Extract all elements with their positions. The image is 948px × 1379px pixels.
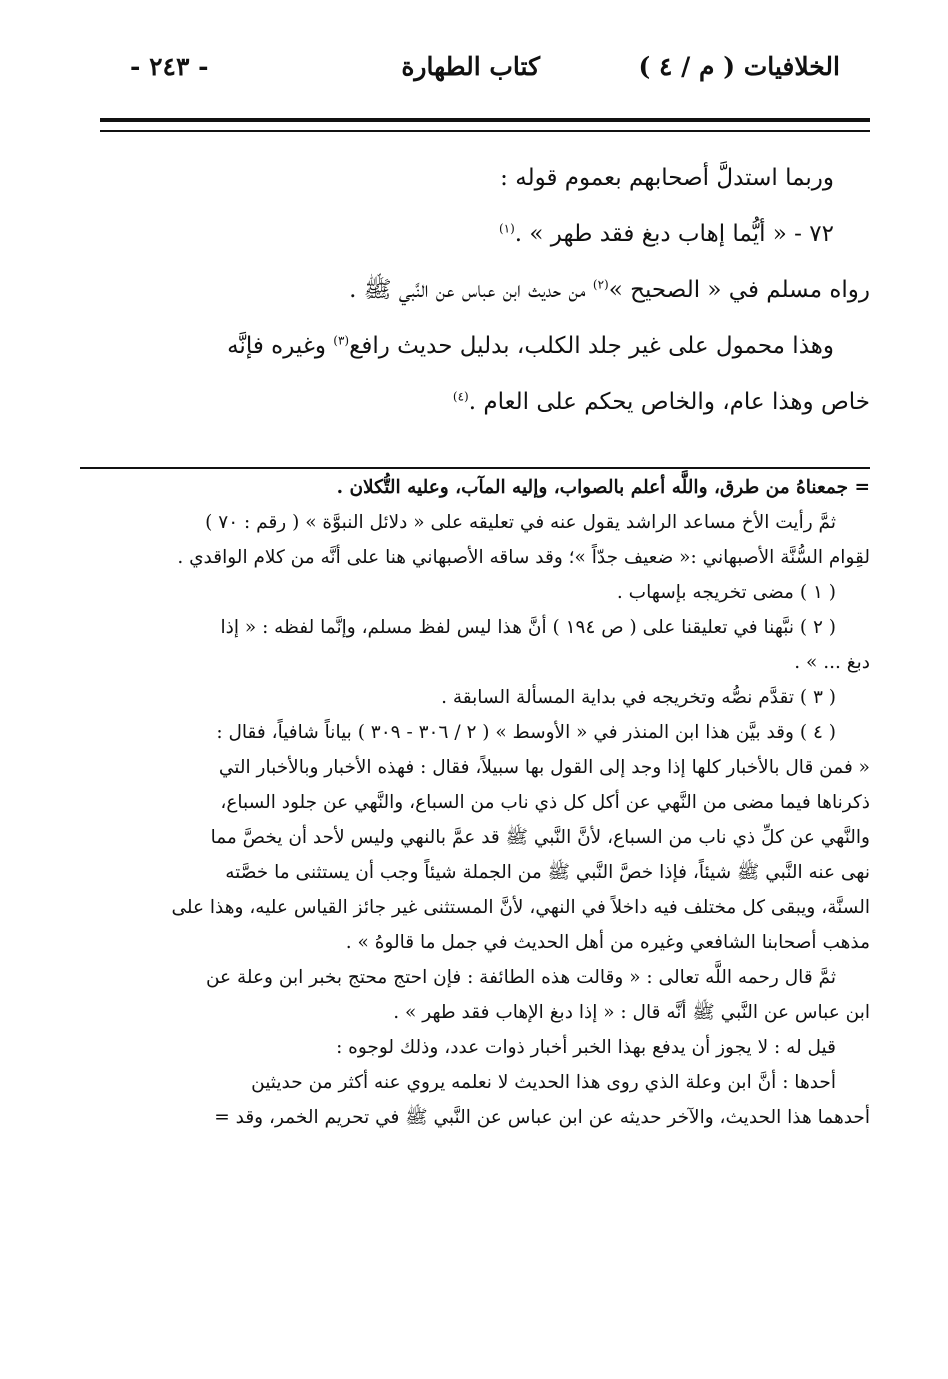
footnote-line: لقِوام السُّنَّة الأصبهاني :« ضعيف جدّاً »؛ وقد ساقه الأصبهاني هنا على أنَّه من كلام الواقدي . [177, 547, 870, 568]
main-line [100, 318, 870, 374]
hadith-text: ٧٢ - « أيُّما إهاب دبغ فقد طهر » . [514, 221, 834, 247]
header-series: الخلافيات ( م / ٤ ) [638, 52, 840, 81]
footnote-line: أحدهما هذا الحديث، والآخر حديثه عن ابن عباس عن النَّبي ﷺ في تحريم الخمر، وقد = [214, 1107, 870, 1128]
footnote-line: والنَّهي عن كلِّ ذي ناب من السباع، لأنَّ النَّبي ﷺ قد عمَّ بالنهي وليس لأحد أن يخصَّ مما [210, 827, 870, 848]
footnote-line: ثمَّ قال رحمه اللَّه تعالى : « وقالت هذه الطائفة : فإن احتج محتج بخبر ابن وعلة عن [205, 967, 836, 988]
footnote-line: ( ٣ ) تقدَّم نصُّه وتخريجه في بداية المسألة السابقة . [441, 687, 836, 708]
main-line-text: خاص وهذا عام، والخاص يحكم على العام . [468, 389, 870, 415]
footnote-line: دبغ ... » . [794, 652, 870, 673]
footnote-line: ذكرناها فيما مضى من النَّهي عن أكل كل ذي ناب من السباع، والنَّهي عن جلود السباع، [220, 792, 870, 813]
footnote-line: « فمن قال بالأخبار كلها إذا وجد إلى القول بها سبيلاً، فقال : فهذه الأخبار وبالأخبار التي [218, 757, 870, 778]
footnote-separator [80, 467, 870, 469]
footnote-line: نهى عنه النَّبي ﷺ شيئاً، فإذا خصَّ النَّبي ﷺ من الجملة شيئاً وجب أن يستثنى ما خصَّته [225, 862, 870, 883]
main-line-text: وهذا محمول على غير جلد الكلب، بدليل حديث رافع [349, 333, 834, 359]
footnote-ref: (٤) [452, 389, 469, 404]
footnotes [80, 470, 870, 1135]
main-line-text: وغيره فإنَّه [227, 333, 334, 359]
header-rule-thick [100, 118, 870, 122]
footnote-line: ( ٢ ) نبَّهنا في تعليقنا على ( ص ١٩٤ ) أنَّ هذا ليس لفظ مسلم، وإنَّما لفظه : « إذا [220, 617, 836, 638]
page-number: - ٢٤٣ - [130, 52, 209, 81]
main-line [100, 150, 870, 206]
header-rule-thin [100, 130, 870, 132]
footnote-line: مذهب أصحابنا الشافعي وغيره من أهل الحديث في جمل ما قالوهُ » . [345, 932, 870, 953]
footnote-line: = جمعناهُ من طرق، واللَّه أعلم بالصواب، وإليه المآب، وعليه التُّكلان . [336, 477, 870, 498]
main-line-text: وربما استدلَّ أصحابهم بعموم قوله : [500, 165, 834, 191]
main-line-text: من حديث ابن عباس عن النَّبي ﷺ . [349, 277, 593, 303]
main-line [100, 262, 870, 318]
footnote-ref: (٣) [333, 333, 350, 348]
footnote-line: السنَّة، ويبقى كل مختلف فيه داخلاً في النهي، لأنَّ المستثنى غير جائز القياس عليه، وهذا على [171, 897, 870, 918]
footnote-line: ( ١ ) مضى تخريجه بإسهاب . [616, 582, 836, 603]
header-book-title: كتاب الطهارة [401, 52, 540, 81]
main-text [100, 150, 870, 430]
hadith-line [100, 206, 870, 262]
main-line [100, 374, 870, 430]
running-header [130, 52, 840, 92]
footnote-ref: (٢) [592, 277, 609, 292]
footnote-line: ابن عباس عن النَّبي ﷺ أنَّه قال : « إذا دبغ الإهاب فقد طهر » . [393, 1002, 870, 1023]
footnote-line: قيل له : لا يجوز أن يدفع بهذا الخبر أخبار ذوات عدد، وذلك لوجوه : [336, 1037, 836, 1058]
footnote-line: أحدها : أنَّ ابن وعلة الذي روى هذا الحديث لا نعلمه يروي عنه أكثر من حديثين [251, 1072, 836, 1093]
footnote-ref: (١) [498, 221, 515, 236]
footnote-line: ثمَّ رأيت الأخ مساعد الراشد يقول عنه في تعليقه على « دلائل النبوَّة » ( رقم : ٧٠ ) [205, 512, 836, 533]
footnote-line: ( ٤ ) وقد بيَّن هذا ابن المنذر في « الأوسط » ( ٢ / ٣٠٦ - ٣٠٩ ) بياناً شافياً، فقال : [216, 722, 836, 743]
main-line-text: رواه مسلم في « الصحيح » [608, 277, 870, 303]
